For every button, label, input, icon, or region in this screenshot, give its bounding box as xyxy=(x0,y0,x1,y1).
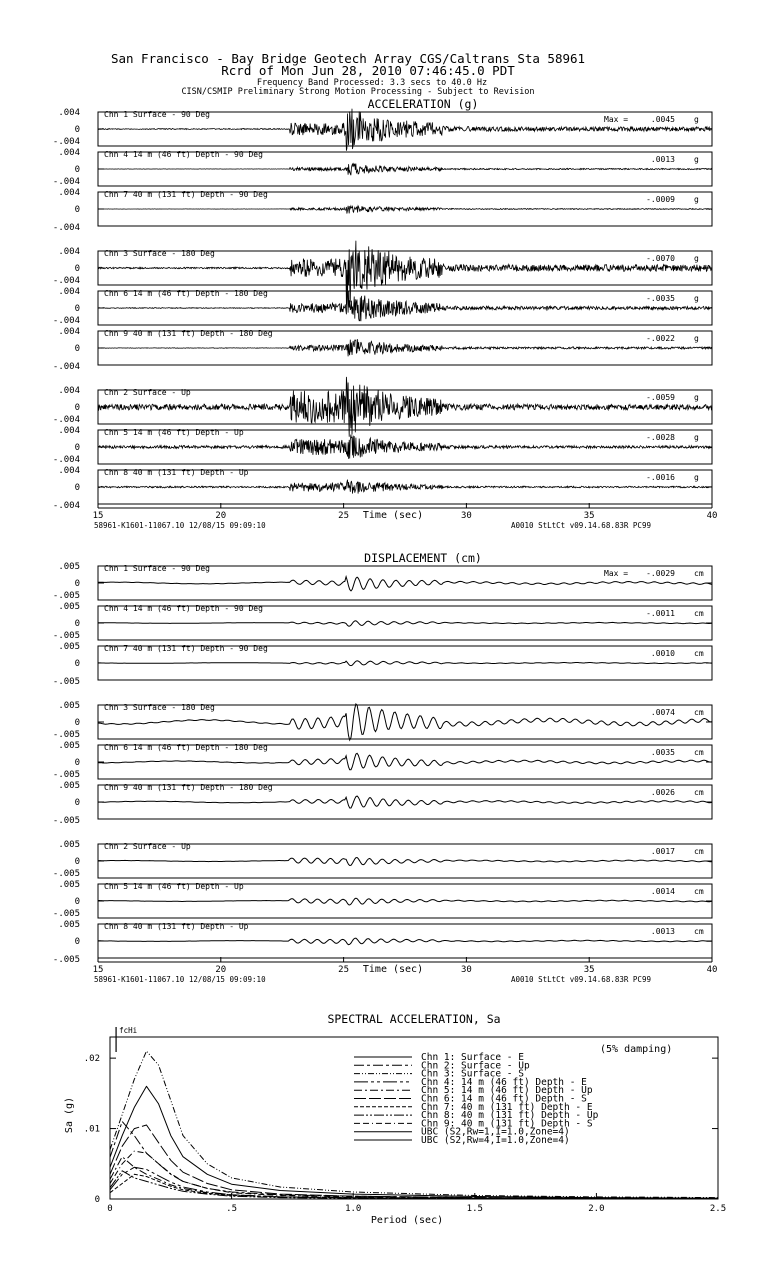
waveform-trace xyxy=(98,898,712,905)
y-tick-label: .02 xyxy=(83,1054,100,1065)
y-tick-label: .004 xyxy=(58,188,80,198)
peak-unit: cm xyxy=(694,788,704,797)
x-tick-label: 30 xyxy=(460,965,472,975)
damping-annotation: (5% damping) xyxy=(600,1044,673,1055)
channel-label: Chn 8 40 m (131 ft) Depth - Up xyxy=(104,468,249,477)
channel-label: Chn 5 14 m (46 ft) Depth - Up xyxy=(104,428,244,437)
legend-entry: Chn 7: 40 m (131 ft) Depth - E xyxy=(421,1101,593,1113)
y-tick-label: 0 xyxy=(74,205,80,215)
peak-unit: g xyxy=(694,393,699,402)
y-tick-label: -.004 xyxy=(52,276,80,286)
peak-value: .0017 xyxy=(650,847,675,856)
acceleration-channel-6 xyxy=(53,327,712,372)
y-tick-label: 0 xyxy=(94,1195,100,1205)
peak-value: -.0029 xyxy=(646,569,675,578)
y-tick-label: .005 xyxy=(58,781,80,791)
y-tick-label: 0 xyxy=(74,758,80,768)
y-tick-label: .004 xyxy=(58,108,80,118)
waveform-trace xyxy=(98,661,712,666)
peak-unit: cm xyxy=(694,927,704,936)
displacement-channel-2 xyxy=(53,602,712,641)
y-tick-label: -.004 xyxy=(52,455,80,465)
x-tick-label: 35 xyxy=(583,965,595,975)
channel-label: Chn 9 40 m (131 ft) Depth - 180 Deg xyxy=(104,783,273,792)
footer-version: A0010 StLtCt v09.14.68.83R PC99 xyxy=(511,521,651,530)
y-tick-label: -.005 xyxy=(52,909,80,919)
acceleration-panel xyxy=(53,97,718,530)
peak-unit: cm xyxy=(694,708,704,717)
legend-entry: Chn 2: Surface - Up xyxy=(421,1060,530,1072)
y-tick-label: .005 xyxy=(58,840,80,850)
x-tick-label: 2.5 xyxy=(709,1204,727,1214)
peak-unit: cm xyxy=(694,569,704,578)
x-tick-label: 30 xyxy=(460,511,472,521)
peak-value: -.0035 xyxy=(646,294,675,303)
spectral-series-line xyxy=(110,1171,718,1199)
y-tick-label: .005 xyxy=(58,920,80,930)
x-tick-label: 35 xyxy=(583,511,595,521)
y-tick-label: 0 xyxy=(74,718,80,728)
y-tick-label: -.004 xyxy=(52,177,80,187)
header-processing-note: CISN/CSMIP Preliminary Strong Motion Processing - Subject to Revision xyxy=(181,87,535,97)
spectral-series-line xyxy=(110,1122,718,1199)
header-station: San Francisco - Bay Bridge Geotech Array CGS/Caltrans Sta 58961 xyxy=(110,51,586,66)
y-tick-label: .005 xyxy=(58,741,80,751)
header-frequency-band: Frequency Band Processed: 3.3 secs to 40.0 Hz xyxy=(256,78,488,88)
peak-value: -.0009 xyxy=(646,195,675,204)
x-tick-label: 1.5 xyxy=(466,1204,483,1214)
peak-value: -.0028 xyxy=(646,433,675,442)
displacement-channel-9 xyxy=(53,920,712,965)
peak-unit: g xyxy=(694,433,699,442)
y-tick-label: -.004 xyxy=(52,362,80,372)
spectral-y-axis-label: Sa (g) xyxy=(64,1096,75,1134)
waveform-trace xyxy=(98,938,712,945)
y-tick-label: 0 xyxy=(74,165,80,175)
y-tick-label: .004 xyxy=(58,466,80,476)
max-label: Max = xyxy=(604,569,629,578)
channel-label: Chn 6 14 m (46 ft) Depth - 180 Deg xyxy=(104,743,268,752)
footer-file-id: 58961-K1601-11067.10 12/08/15 09:09:10 xyxy=(94,975,266,984)
channel-label: Chn 7 40 m (131 ft) Depth - 90 Deg xyxy=(104,644,268,653)
spectral-acceleration-panel xyxy=(64,1012,726,1226)
y-tick-label: -.005 xyxy=(52,730,80,740)
spectral-x-axis-label: Period (sec) xyxy=(370,1215,444,1226)
y-tick-label: 0 xyxy=(74,483,80,493)
displacement-title: DISPLACEMENT (cm) xyxy=(364,551,482,565)
displacement-channel-8 xyxy=(53,880,712,919)
acceleration-channel-1 xyxy=(53,108,712,151)
peak-unit: cm xyxy=(694,748,704,757)
displacement-channel-5 xyxy=(53,741,712,780)
y-tick-label: .004 xyxy=(58,426,80,436)
y-tick-label: -.005 xyxy=(52,869,80,879)
x-tick-label: 40 xyxy=(706,965,718,975)
displacement-channel-1 xyxy=(53,562,712,601)
acceleration-channel-3 xyxy=(53,188,712,233)
waveform-trace xyxy=(98,339,712,356)
y-tick-label: .005 xyxy=(58,701,80,711)
displacement-panel xyxy=(53,551,718,984)
header-record: Rcrd of Mon Jun 28, 2010 07:46:45.0 PDT xyxy=(221,63,515,78)
channel-label: Chn 1 Surface - 90 Deg xyxy=(104,564,210,573)
peak-value: .0013 xyxy=(650,155,675,164)
y-tick-label: -.004 xyxy=(52,223,80,233)
y-tick-label: .004 xyxy=(58,287,80,297)
peak-unit: g xyxy=(694,155,699,164)
x-tick-label: 25 xyxy=(338,511,350,521)
acceleration-x-axis-label: Time (sec) xyxy=(362,510,424,521)
channel-label: Chn 4 14 m (46 ft) Depth - 90 Deg xyxy=(104,150,263,159)
y-tick-label: 0 xyxy=(74,659,80,669)
peak-value: .0035 xyxy=(650,748,675,757)
y-tick-label: .005 xyxy=(58,880,80,890)
y-tick-label: 0 xyxy=(74,857,80,867)
waveform-trace xyxy=(98,577,712,591)
channel-label: Chn 1 Surface - 90 Deg xyxy=(104,110,210,119)
spectral-series-line xyxy=(110,1086,718,1198)
waveform-trace xyxy=(98,164,712,176)
displacement-channel-6 xyxy=(53,781,712,826)
waveform-trace xyxy=(98,796,712,808)
y-tick-label: .005 xyxy=(58,642,80,652)
channel-label: Chn 7 40 m (131 ft) Depth - 90 Deg xyxy=(104,190,268,199)
legend-entry: Chn 1: Surface - E xyxy=(421,1052,524,1063)
peak-unit: cm xyxy=(694,609,704,618)
footer-file-id: 58961-K1601-11067.10 12/08/15 09:09:10 xyxy=(94,521,266,530)
footer-version: A0010 StLtCt v09.14.68.83R PC99 xyxy=(511,975,651,984)
peak-value: .0026 xyxy=(650,788,675,797)
channel-label: Chn 5 14 m (46 ft) Depth - Up xyxy=(104,882,244,891)
channel-label: Chn 6 14 m (46 ft) Depth - 180 Deg xyxy=(104,289,268,298)
x-tick-label: 1.0 xyxy=(345,1204,362,1214)
spectral-plot-frame xyxy=(110,1037,718,1199)
y-tick-label: 0 xyxy=(74,125,80,135)
channel-label: Chn 2 Surface - Up xyxy=(104,388,191,397)
x-tick-label: 15 xyxy=(92,511,104,521)
legend-entry: Chn 6: 14 m (46 ft) Depth - S xyxy=(421,1093,587,1105)
spectral-title: SPECTRAL ACCELERATION, Sa xyxy=(327,1012,501,1026)
acceleration-title: ACCELERATION (g) xyxy=(367,97,479,111)
spectral-series-line xyxy=(110,1167,718,1198)
acceleration-channel-9 xyxy=(53,466,712,511)
peak-unit: g xyxy=(694,294,699,303)
x-tick-label: 15 xyxy=(92,965,104,975)
y-tick-label: .004 xyxy=(58,386,80,396)
acceleration-channel-8 xyxy=(53,426,712,465)
x-tick-label: 2.0 xyxy=(588,1204,605,1214)
y-tick-label: -.004 xyxy=(52,501,80,511)
y-tick-label: -.005 xyxy=(52,591,80,601)
y-tick-label: -.004 xyxy=(52,316,80,326)
y-tick-label: 0 xyxy=(74,937,80,947)
y-tick-label: 0 xyxy=(74,403,80,413)
x-tick-label: 25 xyxy=(338,965,350,975)
y-tick-label: -.005 xyxy=(52,677,80,687)
legend-entry: Chn 4: 14 m (46 ft) Depth - E xyxy=(421,1076,587,1088)
channel-label: Chn 3 Surface - 180 Deg xyxy=(104,703,215,712)
y-tick-label: -.005 xyxy=(52,770,80,780)
legend-entry: Chn 5: 14 m (46 ft) Depth - Up xyxy=(421,1085,593,1097)
waveform-trace xyxy=(98,753,712,769)
y-tick-label: -.005 xyxy=(52,816,80,826)
displacement-channel-3 xyxy=(53,642,712,687)
acceleration-channel-5 xyxy=(53,287,712,326)
y-tick-label: .005 xyxy=(58,602,80,612)
y-tick-label: -.004 xyxy=(52,137,80,147)
displacement-x-axis-label: Time (sec) xyxy=(362,964,424,975)
peak-value: .0045 xyxy=(650,115,675,124)
x-tick-label: 20 xyxy=(215,965,227,975)
y-tick-label: 0 xyxy=(74,619,80,629)
legend-entry: UBC (S2,Rw=4,I=1.0,Zone=4) xyxy=(421,1135,570,1146)
x-tick-label: 20 xyxy=(215,511,227,521)
peak-unit: cm xyxy=(694,847,704,856)
legend-entry: Chn 9: 40 m (131 ft) Depth - S xyxy=(421,1118,593,1130)
peak-unit: cm xyxy=(694,649,704,658)
y-tick-label: .005 xyxy=(58,562,80,572)
y-tick-label: -.005 xyxy=(52,631,80,641)
peak-value: -.0070 xyxy=(646,254,675,263)
peak-unit: g xyxy=(694,195,699,204)
legend-entry: Chn 3: Surface - S xyxy=(421,1068,524,1080)
channel-label: Chn 9 40 m (131 ft) Depth - 180 Deg xyxy=(104,329,273,338)
peak-value: -.0011 xyxy=(646,609,675,618)
y-tick-label: 0 xyxy=(74,264,80,274)
max-label: Max = xyxy=(604,115,629,124)
channel-label: Chn 8 40 m (131 ft) Depth - Up xyxy=(104,922,249,931)
y-tick-label: -.004 xyxy=(52,415,80,425)
displacement-channel-4 xyxy=(53,701,712,740)
peak-unit: g xyxy=(694,334,699,343)
peak-value: .0014 xyxy=(650,887,675,896)
waveform-trace xyxy=(98,206,712,214)
peak-unit: g xyxy=(694,473,699,482)
y-tick-label: .01 xyxy=(83,1124,100,1135)
y-tick-label: 0 xyxy=(74,304,80,314)
spectral-series-line xyxy=(110,1125,718,1198)
peak-unit: g xyxy=(694,115,699,124)
spectral-series-line xyxy=(110,1051,718,1198)
y-tick-label: .004 xyxy=(58,247,80,257)
peak-value: .0010 xyxy=(650,649,675,658)
spectral-series-line xyxy=(110,1157,718,1199)
y-tick-label: 0 xyxy=(74,344,80,354)
x-tick-label: 0 xyxy=(107,1204,113,1214)
acceleration-channel-2 xyxy=(53,148,712,187)
waveform-trace xyxy=(98,858,712,866)
peak-value: -.0059 xyxy=(646,393,675,402)
y-tick-label: 0 xyxy=(74,798,80,808)
y-tick-label: 0 xyxy=(74,897,80,907)
peak-unit: g xyxy=(694,254,699,263)
x-tick-label: 40 xyxy=(706,511,718,521)
y-tick-label: 0 xyxy=(74,579,80,589)
x-tick-label: .5 xyxy=(226,1204,238,1214)
peak-value: -.0022 xyxy=(646,334,675,343)
y-tick-label: 0 xyxy=(74,443,80,453)
waveform-trace xyxy=(98,480,712,494)
channel-label: Chn 3 Surface - 180 Deg xyxy=(104,249,215,258)
waveform-trace xyxy=(98,435,712,459)
y-tick-label: .004 xyxy=(58,148,80,158)
legend-entry: UBC (S2,Rw=1,I=1.0,Zone=4) xyxy=(421,1126,570,1138)
channel-label: Chn 4 14 m (46 ft) Depth - 90 Deg xyxy=(104,604,263,613)
peak-value: .0013 xyxy=(650,927,675,936)
displacement-channel-7 xyxy=(53,840,712,879)
y-tick-label: -.005 xyxy=(52,955,80,965)
peak-value: -.0016 xyxy=(646,473,675,482)
y-tick-label: .004 xyxy=(58,327,80,337)
fchi-label: fcHi xyxy=(119,1026,138,1035)
peak-value: .0074 xyxy=(650,708,675,717)
peak-unit: cm xyxy=(694,887,704,896)
legend-entry: Chn 8: 40 m (131 ft) Depth - Up xyxy=(421,1110,599,1122)
waveform-trace xyxy=(98,621,712,626)
channel-label: Chn 2 Surface - Up xyxy=(104,842,191,851)
